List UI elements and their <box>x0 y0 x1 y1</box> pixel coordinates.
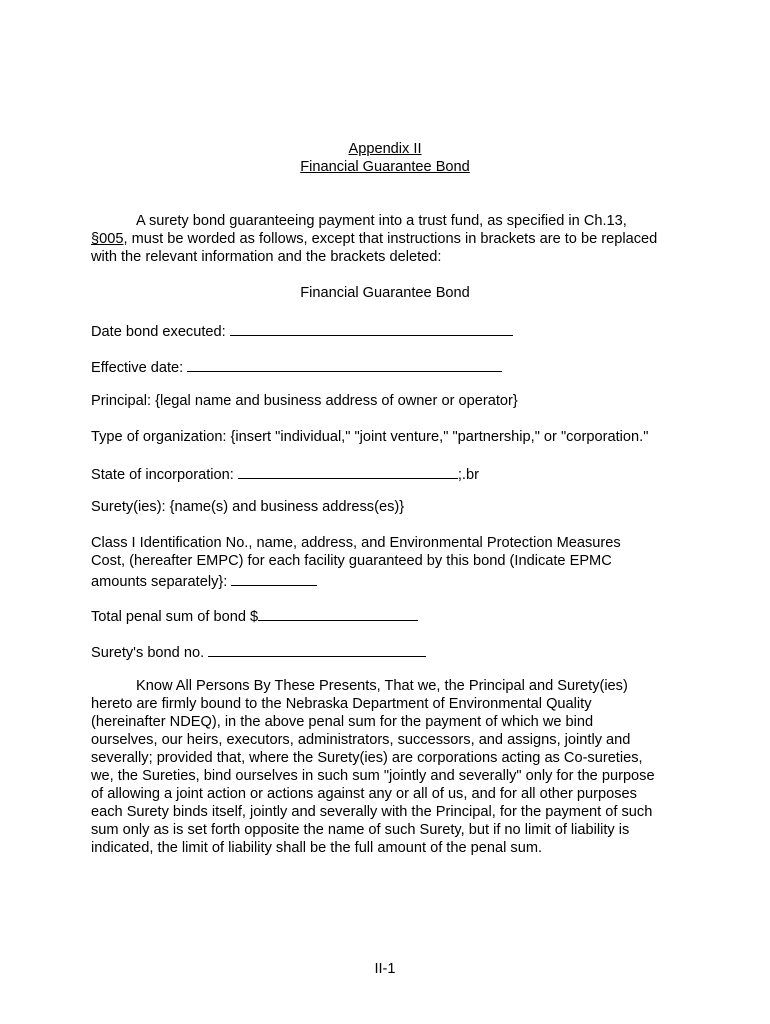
intro-paragraph <box>91 212 691 266</box>
appendix-title: Appendix II <box>348 141 422 157</box>
state-of-incorporation-blank <box>238 463 458 479</box>
effective-date-label: Effective date: <box>91 360 188 376</box>
document-title: Financial Guarantee Bond <box>300 159 470 175</box>
surety-bond-no-blank <box>208 641 426 657</box>
type-of-organization-line: Type of organization: {insert "individual," "joint venture," "partnership," or "corporation." <box>91 429 649 445</box>
body-line: hereto are firmly bound to the Nebraska Department of Environmental Quality <box>91 696 592 712</box>
state-of-incorporation-label: State of incorporation: <box>91 467 238 483</box>
intro-line-3: with the relevant information and the brackets deleted: <box>91 249 442 265</box>
body-line: (hereinafter NDEQ), in the above penal sum for the payment of which we bind <box>91 714 594 730</box>
total-penal-sum-field <box>91 605 418 626</box>
body-line: we, the Sureties, bind ourselves in such sum "jointly and severally" only for the purpose <box>91 768 655 784</box>
total-penal-sum-label: Total penal sum of bond $ <box>91 609 259 625</box>
intro-line-1: A surety bond guaranteeing payment into a trust fund, as specified in Ch.13, <box>136 213 627 229</box>
surety-bond-no-label: Surety's bond no. <box>91 645 209 661</box>
surety-bond-no-field <box>91 641 426 662</box>
body-line: Know All Persons By These Presents, That we, the Principal and Surety(ies) <box>136 678 628 694</box>
class-line-3: amounts separately}: <box>91 574 232 590</box>
effective-date-blank <box>187 356 502 372</box>
state-of-incorporation-suffix: ;.br <box>457 467 479 483</box>
body-line: severally; provided that, where the Surety(ies) are corporations acting as Co-sureties, <box>91 750 643 766</box>
class-line-1: Class I Identification No., name, address, and Environmental Protection Measures <box>91 535 621 551</box>
page-number: II-1 <box>374 961 396 977</box>
class-identification-paragraph <box>91 534 691 588</box>
body-line: sum only as is set forth opposite the name of such Surety, but if no limit of liability is <box>91 822 630 838</box>
total-penal-sum-blank <box>258 605 418 621</box>
body-line: ourselves, our heirs, executors, administrators, successors, and assigns, jointly and <box>91 732 631 748</box>
date-bond-executed-label: Date bond executed: <box>91 324 230 340</box>
body-line: of allowing a joint action or actions against any or all of us, and for all other purposes <box>91 786 637 802</box>
body-line: each Surety binds itself, jointly and severally with the Principal, for the payment of such <box>91 804 653 820</box>
effective-date-field <box>91 356 502 377</box>
body-paragraph <box>91 677 691 857</box>
date-bond-executed-field <box>91 320 513 341</box>
bond-subtitle: Financial Guarantee Bond <box>300 285 470 301</box>
body-line: indicated, the limit of liability shall be the full amount of the penal sum. <box>91 840 543 856</box>
epmc-amounts-blank <box>231 570 317 586</box>
principal-line: Principal: {legal name and business address of owner or operator} <box>91 393 518 409</box>
date-bond-executed-blank <box>230 320 513 336</box>
class-line-2: Cost, (hereafter EMPC) for each facility guaranteed by this bond (Indicate EPMC <box>91 553 612 569</box>
sureties-line: Surety(ies): {name(s) and business address(es)} <box>91 499 405 515</box>
state-of-incorporation-field <box>91 463 479 484</box>
intro-section-ref: §005, <box>91 231 128 247</box>
intro-line-2: must be worded as follows, except that instructions in brackets are to be replaced <box>127 231 658 247</box>
